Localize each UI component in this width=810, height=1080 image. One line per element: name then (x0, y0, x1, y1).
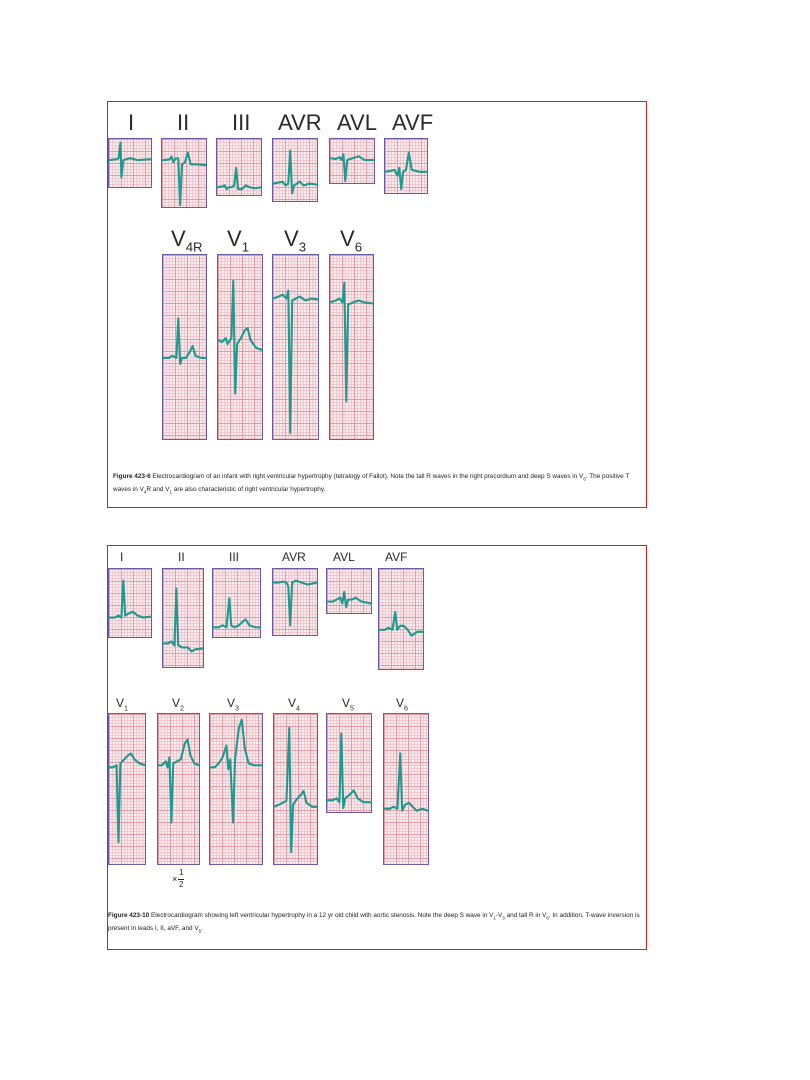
ecg-strip-ii (161, 138, 207, 208)
lead-label-v3: $V_3$ (227, 696, 240, 713)
lead-label-v6: $V_6$ (396, 696, 409, 713)
ecg-strip-avl (329, 138, 375, 184)
ecg-strip-iii (212, 568, 261, 638)
lead-label-v1: $V_1$ (116, 696, 129, 713)
ecg-strip-v6 (383, 713, 429, 865)
ecg-strip-i (108, 568, 152, 638)
lead-label-v4: $V_4$ (288, 696, 301, 713)
lead-label-v1: $V_1$ (227, 226, 250, 255)
lead-label-v2: $V_2$ (172, 696, 185, 713)
lead-label-v3: $V_3$ (284, 226, 307, 255)
lead-label-v4r: $V_{4R}$ (171, 226, 203, 255)
figure-caption: Figure 423-6 Electrocardiogram of an infant with right ventricular hypertrophy (tetralogy of Fallot). Note the tall R waves in the right precordium and deep S waves in $V_6$. The positive T waves in $V_4R$ and $V_1$ are also characteristic of right ventricular hypertrophy. (113, 473, 630, 495)
figure-423-10: I II III AVR AVL AVF $V_1$ $V_2$ $V_3$ $V_4$ $V_5$ $V_6$ × 1 2 Figure 423-10 Electrocardiogram showing left ventricular hypertrophy in a 12 yr old child with aortic stenosis. Note the deep S wave in $V_1-V_3$ and tall R in $V_6$. In addition, T-wave inversion is present in leads I, II, aVF, and $V_6$. (107, 545, 647, 950)
ecg-strip-ii (162, 568, 204, 668)
ecg-strip-avl (326, 568, 372, 614)
lead-label-avf: AVF (385, 550, 408, 564)
ecg-strip-v4r (162, 254, 207, 440)
lead-label-avf: AVF (392, 110, 434, 135)
lead-label-avl: AVL (333, 550, 355, 564)
ecg-strip-avr (272, 138, 318, 202)
figure-caption: Figure 423-10 Electrocardiogram showing left ventricular hypertrophy in a 12 yr old child with aortic stenosis. Note the deep S wave in $V_1-V_3$ and tall R in $V_6$. In addition, T-wave inversion is present in leads I, II, aVF, and $V_6$. (108, 912, 640, 934)
lead-label-ii: II (178, 550, 185, 564)
lead-label-avl: AVL (337, 110, 377, 135)
ecg-strip-v5 (326, 713, 372, 813)
lead-label-v5: $V_5$ (342, 696, 355, 713)
ecg-strip-v1 (108, 713, 146, 865)
ecg-strip-v3 (209, 713, 263, 865)
ecg-strip-v2 (157, 713, 200, 865)
lead-label-ii: II (177, 110, 190, 135)
ecg-strip-avr (272, 568, 318, 636)
ecg-strip-iii (216, 138, 262, 196)
ecg-strip-v4 (273, 713, 318, 865)
lead-label-iii: III (232, 110, 251, 135)
lead-label-avr: AVR (282, 550, 306, 564)
ecg-strip-v6 (329, 254, 374, 440)
ecg-strip-i (108, 138, 152, 188)
lead-label-avr: AVR (278, 110, 322, 135)
ecg-strip-v3 (272, 254, 319, 440)
lead-label-v6: $V_6$ (340, 226, 363, 255)
lead-label-i: I (120, 550, 124, 564)
lead-label-iii: III (229, 550, 240, 564)
ecg-strip-v1 (217, 254, 263, 440)
lead-label-i: I (128, 110, 135, 135)
ecg-strip-avf (384, 138, 428, 194)
figure-423-6 (107, 101, 647, 508)
ecg-strip-avf (378, 568, 424, 670)
